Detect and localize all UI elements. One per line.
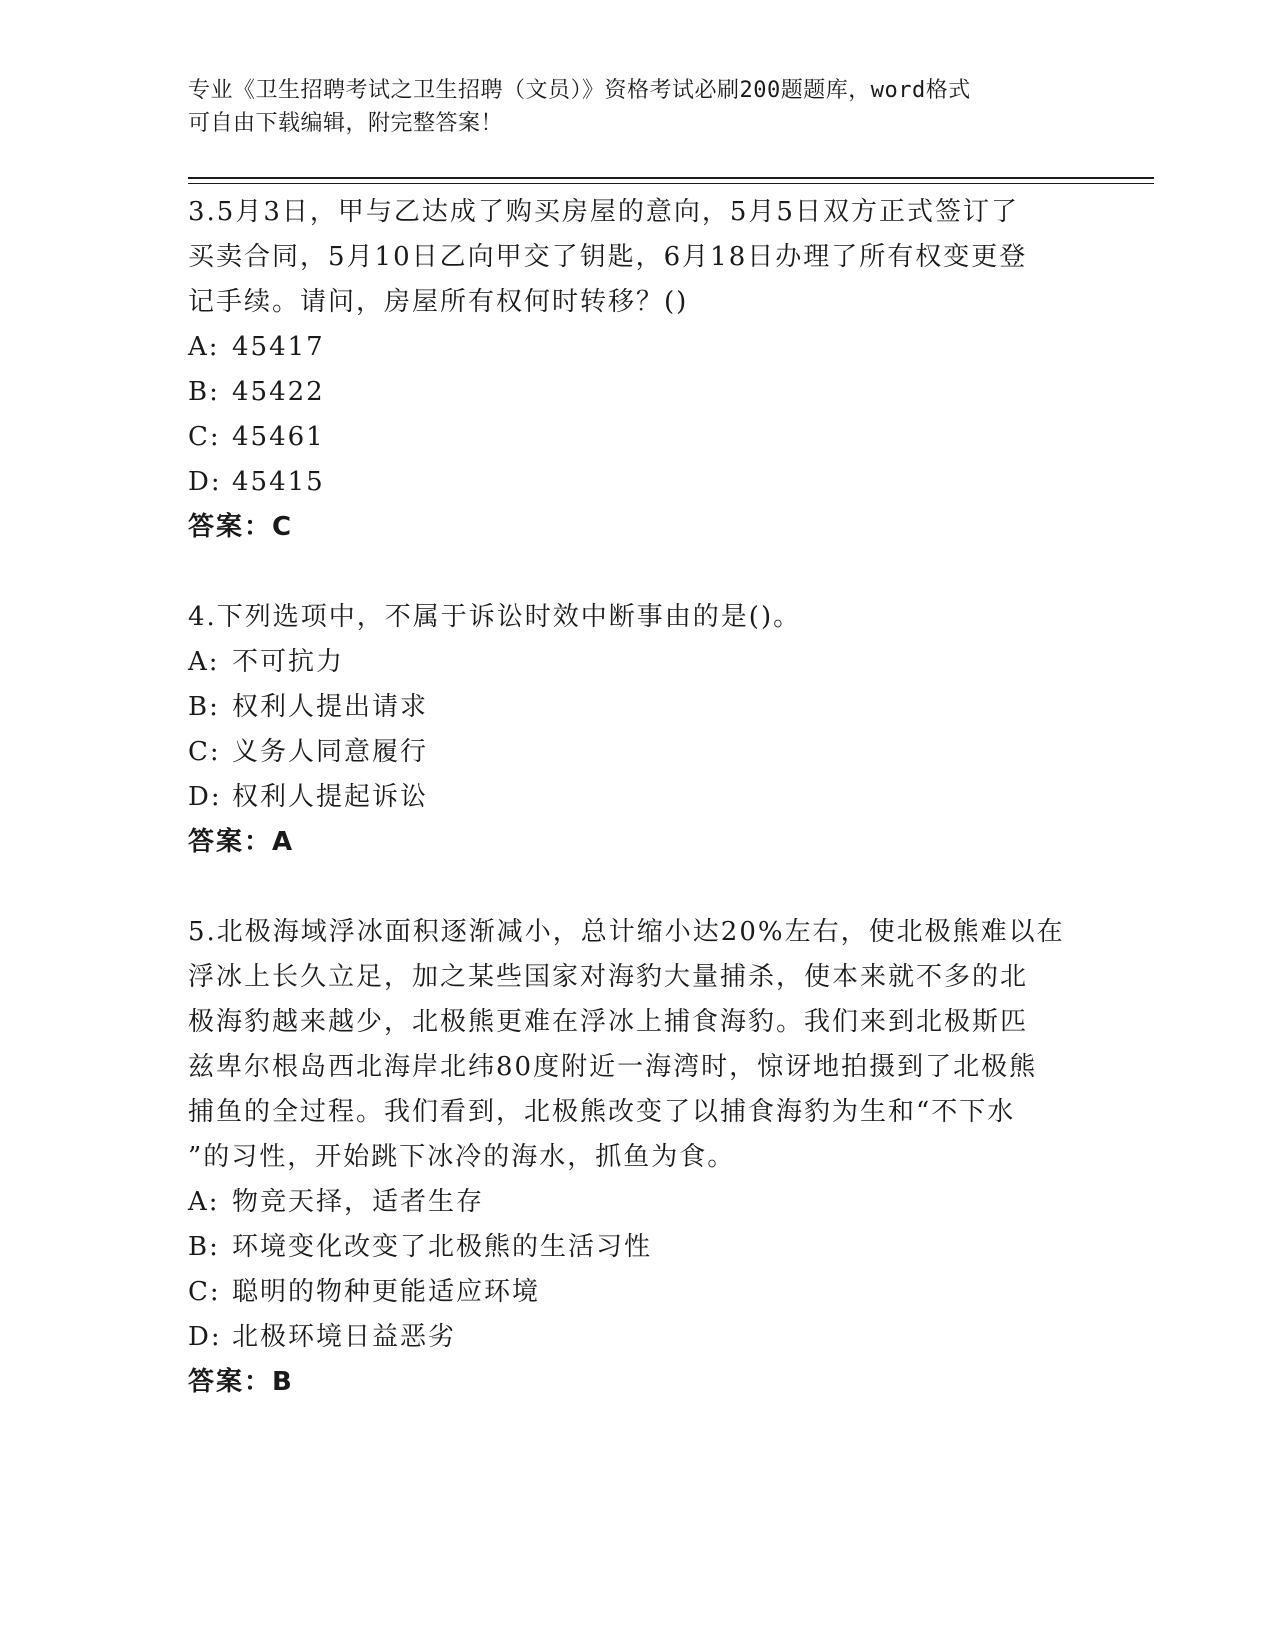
question-text-line: 浮冰上长久立足，加之某些国家对海豹大量捕杀，使本来就不多的北 bbox=[188, 962, 1029, 992]
option-c bbox=[188, 1270, 1088, 1315]
option-c bbox=[188, 730, 1088, 775]
answer-line: 答案：A bbox=[188, 827, 295, 857]
document-header bbox=[188, 74, 1068, 140]
option-text: 物竞天择，适者生存 bbox=[232, 1187, 485, 1217]
option-text: 45417 bbox=[232, 332, 325, 362]
option-d bbox=[188, 775, 1088, 820]
question-text-line: 兹卑尔根岛西北海岸北纬80度附近一海湾时，惊讶地拍摄到了北极熊 bbox=[188, 1052, 1038, 1082]
question-text-line: 4.下列选项中，不属于诉讼时效中断事由的是()。 bbox=[188, 602, 802, 632]
option-a bbox=[188, 640, 1088, 685]
option-text: 不可抗力 bbox=[232, 647, 345, 677]
question-text-line: 极海豹越来越少，北极熊更难在浮冰上捕食海豹。我们来到北极斯匹 bbox=[188, 1007, 1029, 1037]
question-text-line: 捕鱼的全过程。我们看到，北极熊改变了以捕食海豹为生和“不下水 bbox=[188, 1097, 1016, 1127]
question-text-line: 记手续。请问，房屋所有权何时转移？() bbox=[188, 287, 689, 317]
option-d bbox=[188, 460, 1088, 505]
option-key: D: bbox=[188, 467, 222, 497]
question-4 bbox=[188, 595, 1088, 865]
option-key: C: bbox=[188, 737, 221, 767]
option-text: 北极环境日益恶劣 bbox=[232, 1322, 457, 1352]
option-b bbox=[188, 1225, 1088, 1270]
answer-line: 答案：B bbox=[188, 1367, 294, 1397]
option-key: A: bbox=[188, 1187, 220, 1217]
option-text: 聪明的物种更能适应环境 bbox=[232, 1277, 541, 1307]
option-key: D: bbox=[188, 782, 222, 812]
spacer bbox=[188, 865, 1088, 910]
header-line-1: 专业《卫生招聘考试之卫生招聘（文员）》资格考试必刷200题题库，word格式 bbox=[188, 78, 971, 103]
header-rule-thin bbox=[188, 183, 1154, 184]
question-text-line: 买卖合同，5月10日乙向甲交了钥匙，6月18日办理了所有权变更登 bbox=[188, 242, 1028, 272]
spacer bbox=[188, 550, 1088, 595]
option-b bbox=[188, 370, 1088, 415]
option-key: A: bbox=[188, 332, 220, 362]
option-key: B: bbox=[188, 377, 220, 407]
question-list bbox=[188, 190, 1088, 1405]
option-key: B: bbox=[188, 692, 220, 722]
question-text-line: 5.北极海域浮冰面积逐渐减小，总计缩小达20%左右，使北极熊难以在 bbox=[188, 917, 1065, 947]
option-text: 45461 bbox=[232, 422, 325, 452]
option-key: A: bbox=[188, 647, 220, 677]
question-text-line: 3.5月3日，甲与乙达成了购买房屋的意向，5月5日双方正式签订了 bbox=[188, 197, 1019, 227]
option-key: C: bbox=[188, 1277, 221, 1307]
question-text-line: ”的习性，开始跳下冰冷的海水，抓鱼为食。 bbox=[188, 1142, 736, 1172]
option-text: 45422 bbox=[232, 377, 325, 407]
option-text: 义务人同意履行 bbox=[232, 737, 429, 767]
option-key: B: bbox=[188, 1232, 220, 1262]
option-d bbox=[188, 1315, 1088, 1360]
header-line-2: 可自由下载编辑，附完整答案！ bbox=[188, 111, 504, 136]
option-text: 权利人提出请求 bbox=[232, 692, 429, 722]
option-b bbox=[188, 685, 1088, 730]
header-rule-thick bbox=[188, 177, 1154, 179]
question-5 bbox=[188, 910, 1088, 1405]
answer-line: 答案：C bbox=[188, 512, 294, 542]
option-text: 环境变化改变了北极熊的生活习性 bbox=[232, 1232, 653, 1262]
option-text: 权利人提起诉讼 bbox=[232, 782, 429, 812]
option-key: C: bbox=[188, 422, 221, 452]
option-text: 45415 bbox=[232, 467, 325, 497]
option-key: D: bbox=[188, 1322, 222, 1352]
option-c bbox=[188, 415, 1088, 460]
question-3 bbox=[188, 190, 1088, 550]
option-a bbox=[188, 325, 1088, 370]
option-a bbox=[188, 1180, 1088, 1225]
